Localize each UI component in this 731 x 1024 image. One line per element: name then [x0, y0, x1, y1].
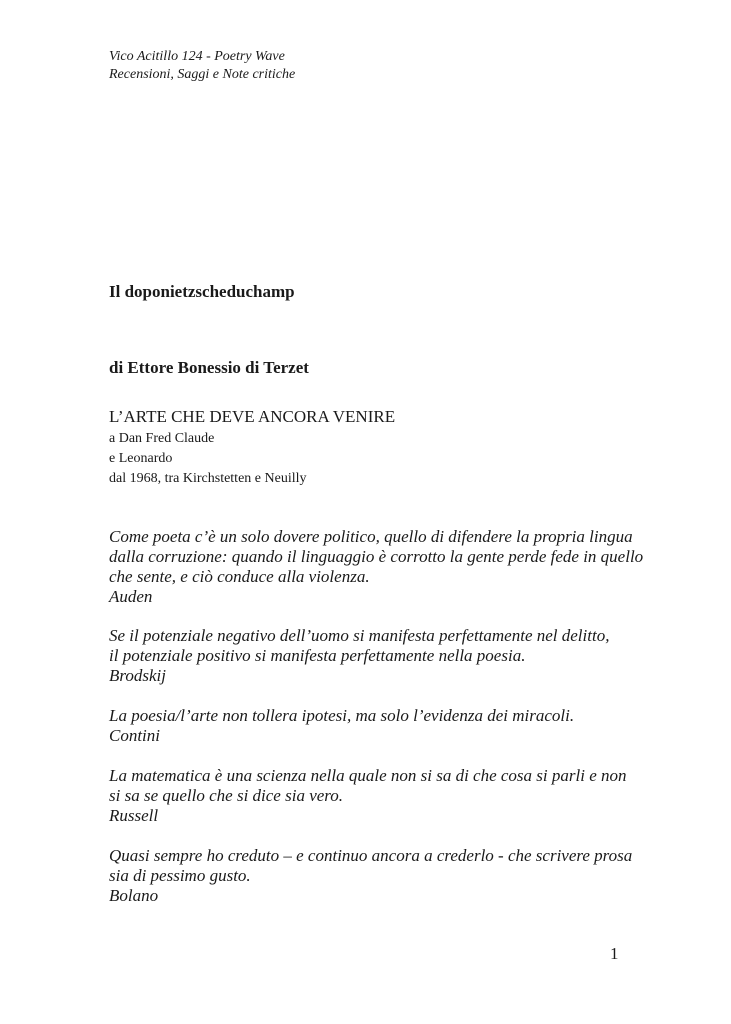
quote-line: Quasi sempre ho creduto – e continuo ancora a crederlo - che scrivere prosa [109, 846, 633, 865]
epigraph-brodskij [109, 626, 629, 686]
quote-line: Come poeta c’è un solo dovere politico, quello di difendere la propria lingua [109, 527, 633, 546]
quote-line: il potenziale positivo si manifesta perfettamente nella poesia. [109, 646, 526, 665]
header-publication: Vico Acitillo 124 - Poetry Wave [109, 49, 285, 64]
epigraph-auden [109, 527, 644, 607]
quote-author: Brodskij [109, 666, 166, 685]
dedication-line: dal 1968, tra Kirchstetten e Neuilly [109, 471, 307, 486]
document-header [109, 48, 295, 84]
epigraph-bolano [109, 846, 633, 906]
quote-author: Russell [109, 806, 159, 825]
quote-author: Auden [109, 587, 153, 606]
epigraph-contini [109, 706, 629, 746]
quote-line: sia di pessimo gusto. [109, 866, 251, 885]
essay-title: Il doponietzscheduchamp [109, 282, 295, 301]
quote-line: La matematica è una scienza nella quale non si sa di che cosa si parli e non [109, 766, 627, 785]
header-section: Recensioni, Saggi e Note critiche [109, 67, 296, 82]
quote-line: che sente, e ciò conduce alla violenza. [109, 567, 370, 586]
section-title: L’ARTE CHE DEVE ANCORA VENIRE [109, 407, 396, 426]
quote-line: Se il potenziale negativo dell’uomo si manifesta perfettamente nel delitto, [109, 626, 610, 645]
quote-line: La poesia/l’arte non tollera ipotesi, ma solo l’evidenza dei miracoli. [109, 706, 575, 725]
page-number: 1 [610, 944, 619, 963]
dedication-line: a Dan Fred Claude [109, 431, 215, 446]
epigraph-russell [109, 766, 629, 826]
dedication [109, 429, 307, 489]
quote-author: Bolano [109, 886, 159, 905]
essay-author: di Ettore Bonessio di Terzet [109, 358, 309, 377]
quote-author: Contini [109, 726, 161, 745]
quote-line: si sa se quello che si dice sia vero. [109, 786, 344, 805]
quote-line: dalla corruzione: quando il linguaggio è corrotto la gente perde fede in quello [109, 547, 644, 566]
dedication-line: e Leonardo [109, 451, 173, 466]
